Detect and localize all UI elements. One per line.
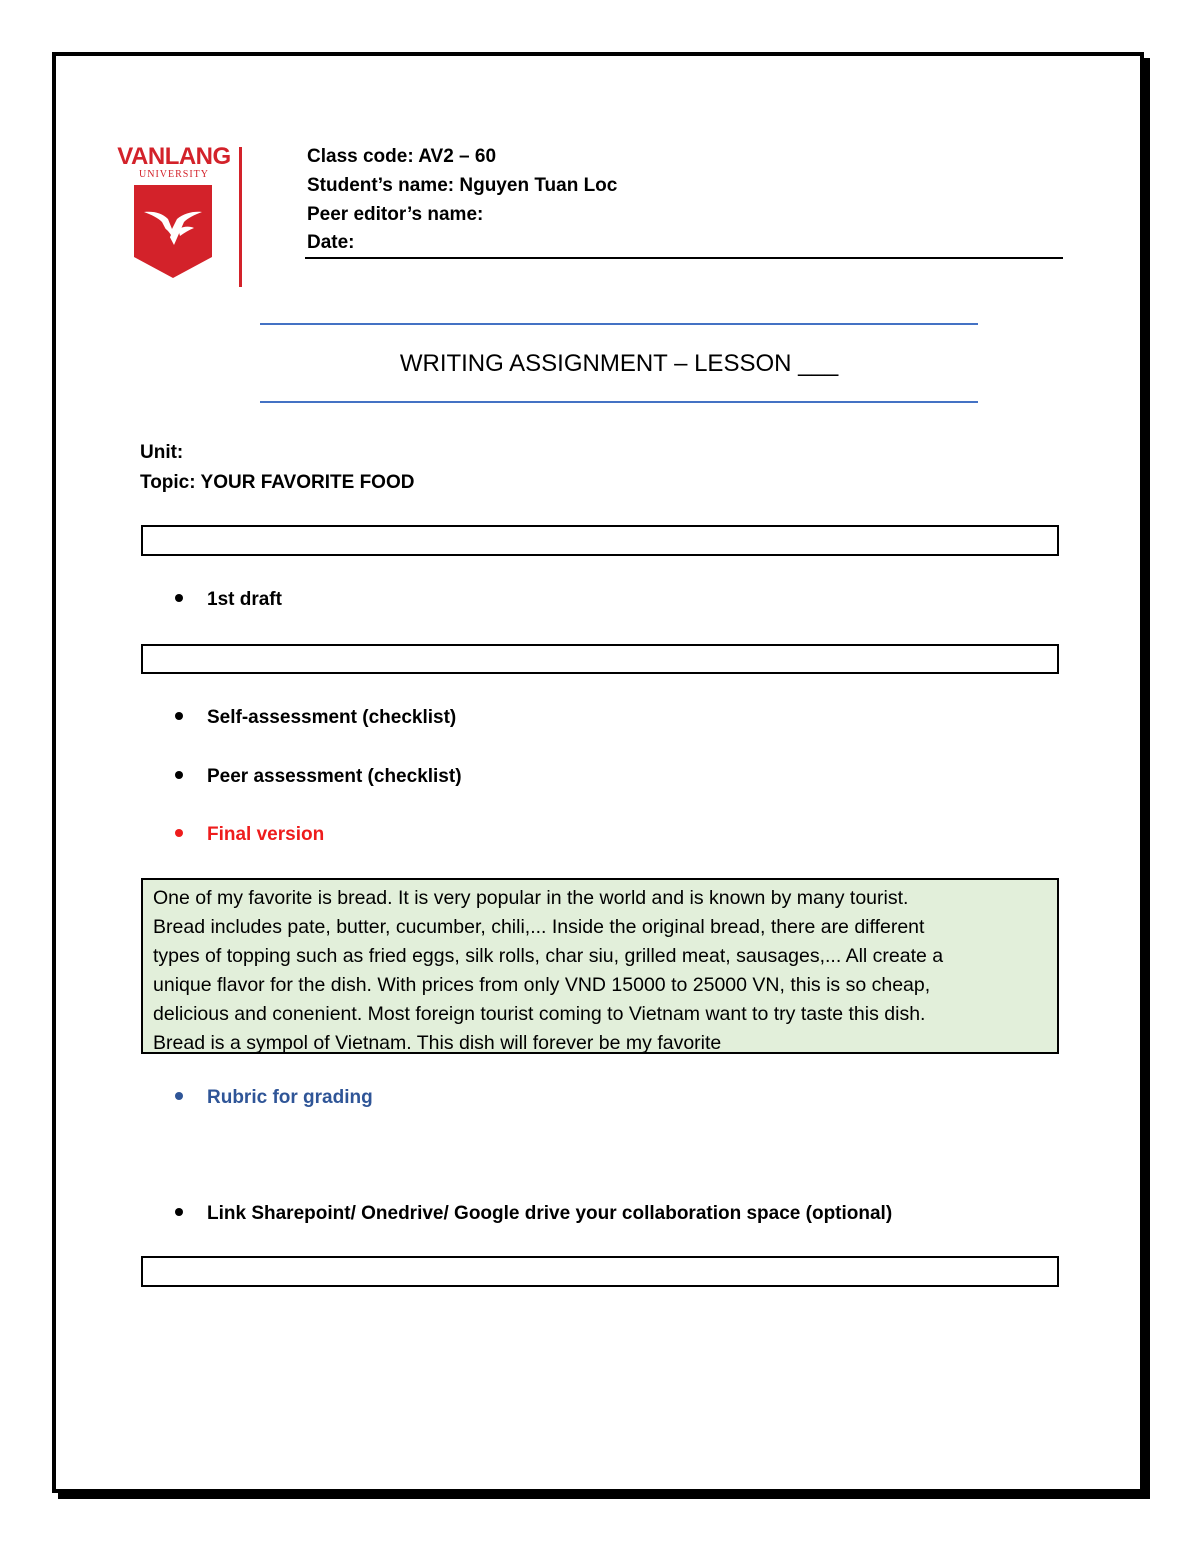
student-name: Student’s name: Nguyen Tuan Loc [307, 175, 618, 196]
title-rule-top [260, 323, 978, 325]
date-field: Date: [307, 232, 355, 253]
essay-line: unique flavor for the dish. With prices from only VND 15000 to 25000 VN, this is so cheap, [153, 974, 931, 996]
bullet-icon [175, 771, 183, 779]
bullet-self-assessment [175, 707, 456, 729]
topic-label: Topic: YOUR FAVORITE FOOD [140, 472, 415, 493]
text-box-2[interactable] [141, 644, 1059, 674]
bullet-peer-assessment [175, 766, 462, 788]
link-label: Link Sharepoint/ Onedrive/ Google drive your collaboration space (optional) [207, 1203, 893, 1224]
peer-assessment-label: Peer assessment (checklist) [207, 766, 462, 787]
university-logo-subtitle: UNIVERSITY [139, 169, 209, 180]
bullet-icon [175, 1092, 183, 1100]
link-input-box[interactable] [141, 1256, 1059, 1287]
logo-divider [239, 147, 242, 287]
final-version-label: Final version [207, 824, 325, 845]
bullet-icon [175, 1208, 183, 1216]
header-rule [305, 257, 1063, 259]
university-shield-logo [134, 185, 212, 283]
class-code: Class code: AV2 – 60 [307, 146, 497, 167]
text-box-1[interactable] [141, 525, 1059, 556]
bullet-icon [175, 712, 183, 720]
essay-line: Bread is a sympol of Vietnam. This dish will forever be my favorite [153, 1032, 722, 1054]
first-draft-label: 1st draft [207, 589, 282, 610]
title-rule-bottom [260, 401, 978, 403]
self-assessment-label: Self-assessment (checklist) [207, 707, 457, 728]
peer-editor-name: Peer editor’s name: [307, 204, 484, 225]
final-version-essay[interactable] [141, 878, 1059, 1054]
rubric-label: Rubric for grading [207, 1087, 373, 1108]
bullet-link [175, 1203, 892, 1225]
bullet-icon [175, 829, 183, 837]
essay-line: Bread includes pate, butter, cucumber, chili,... Inside the original bread, there are different [153, 916, 925, 938]
bullet-rubric [175, 1087, 373, 1109]
unit-label: Unit: [140, 442, 184, 463]
bullet-first-draft [175, 589, 282, 611]
essay-line: types of topping such as fried eggs, silk rolls, char siu, grilled meat, sausages,... All create a [153, 945, 944, 967]
essay-line: One of my favorite is bread. It is very popular in the world and is known by many tourist. [153, 887, 909, 909]
bullet-final-version [175, 824, 324, 846]
essay-line: delicious and conenient. Most foreign tourist coming to Vietnam want to try taste this dish. [153, 1003, 926, 1025]
university-logo-wordmark: VANLANG [117, 143, 231, 170]
bullet-icon [175, 594, 183, 602]
page-title: WRITING ASSIGNMENT – LESSON ___ [399, 350, 839, 377]
